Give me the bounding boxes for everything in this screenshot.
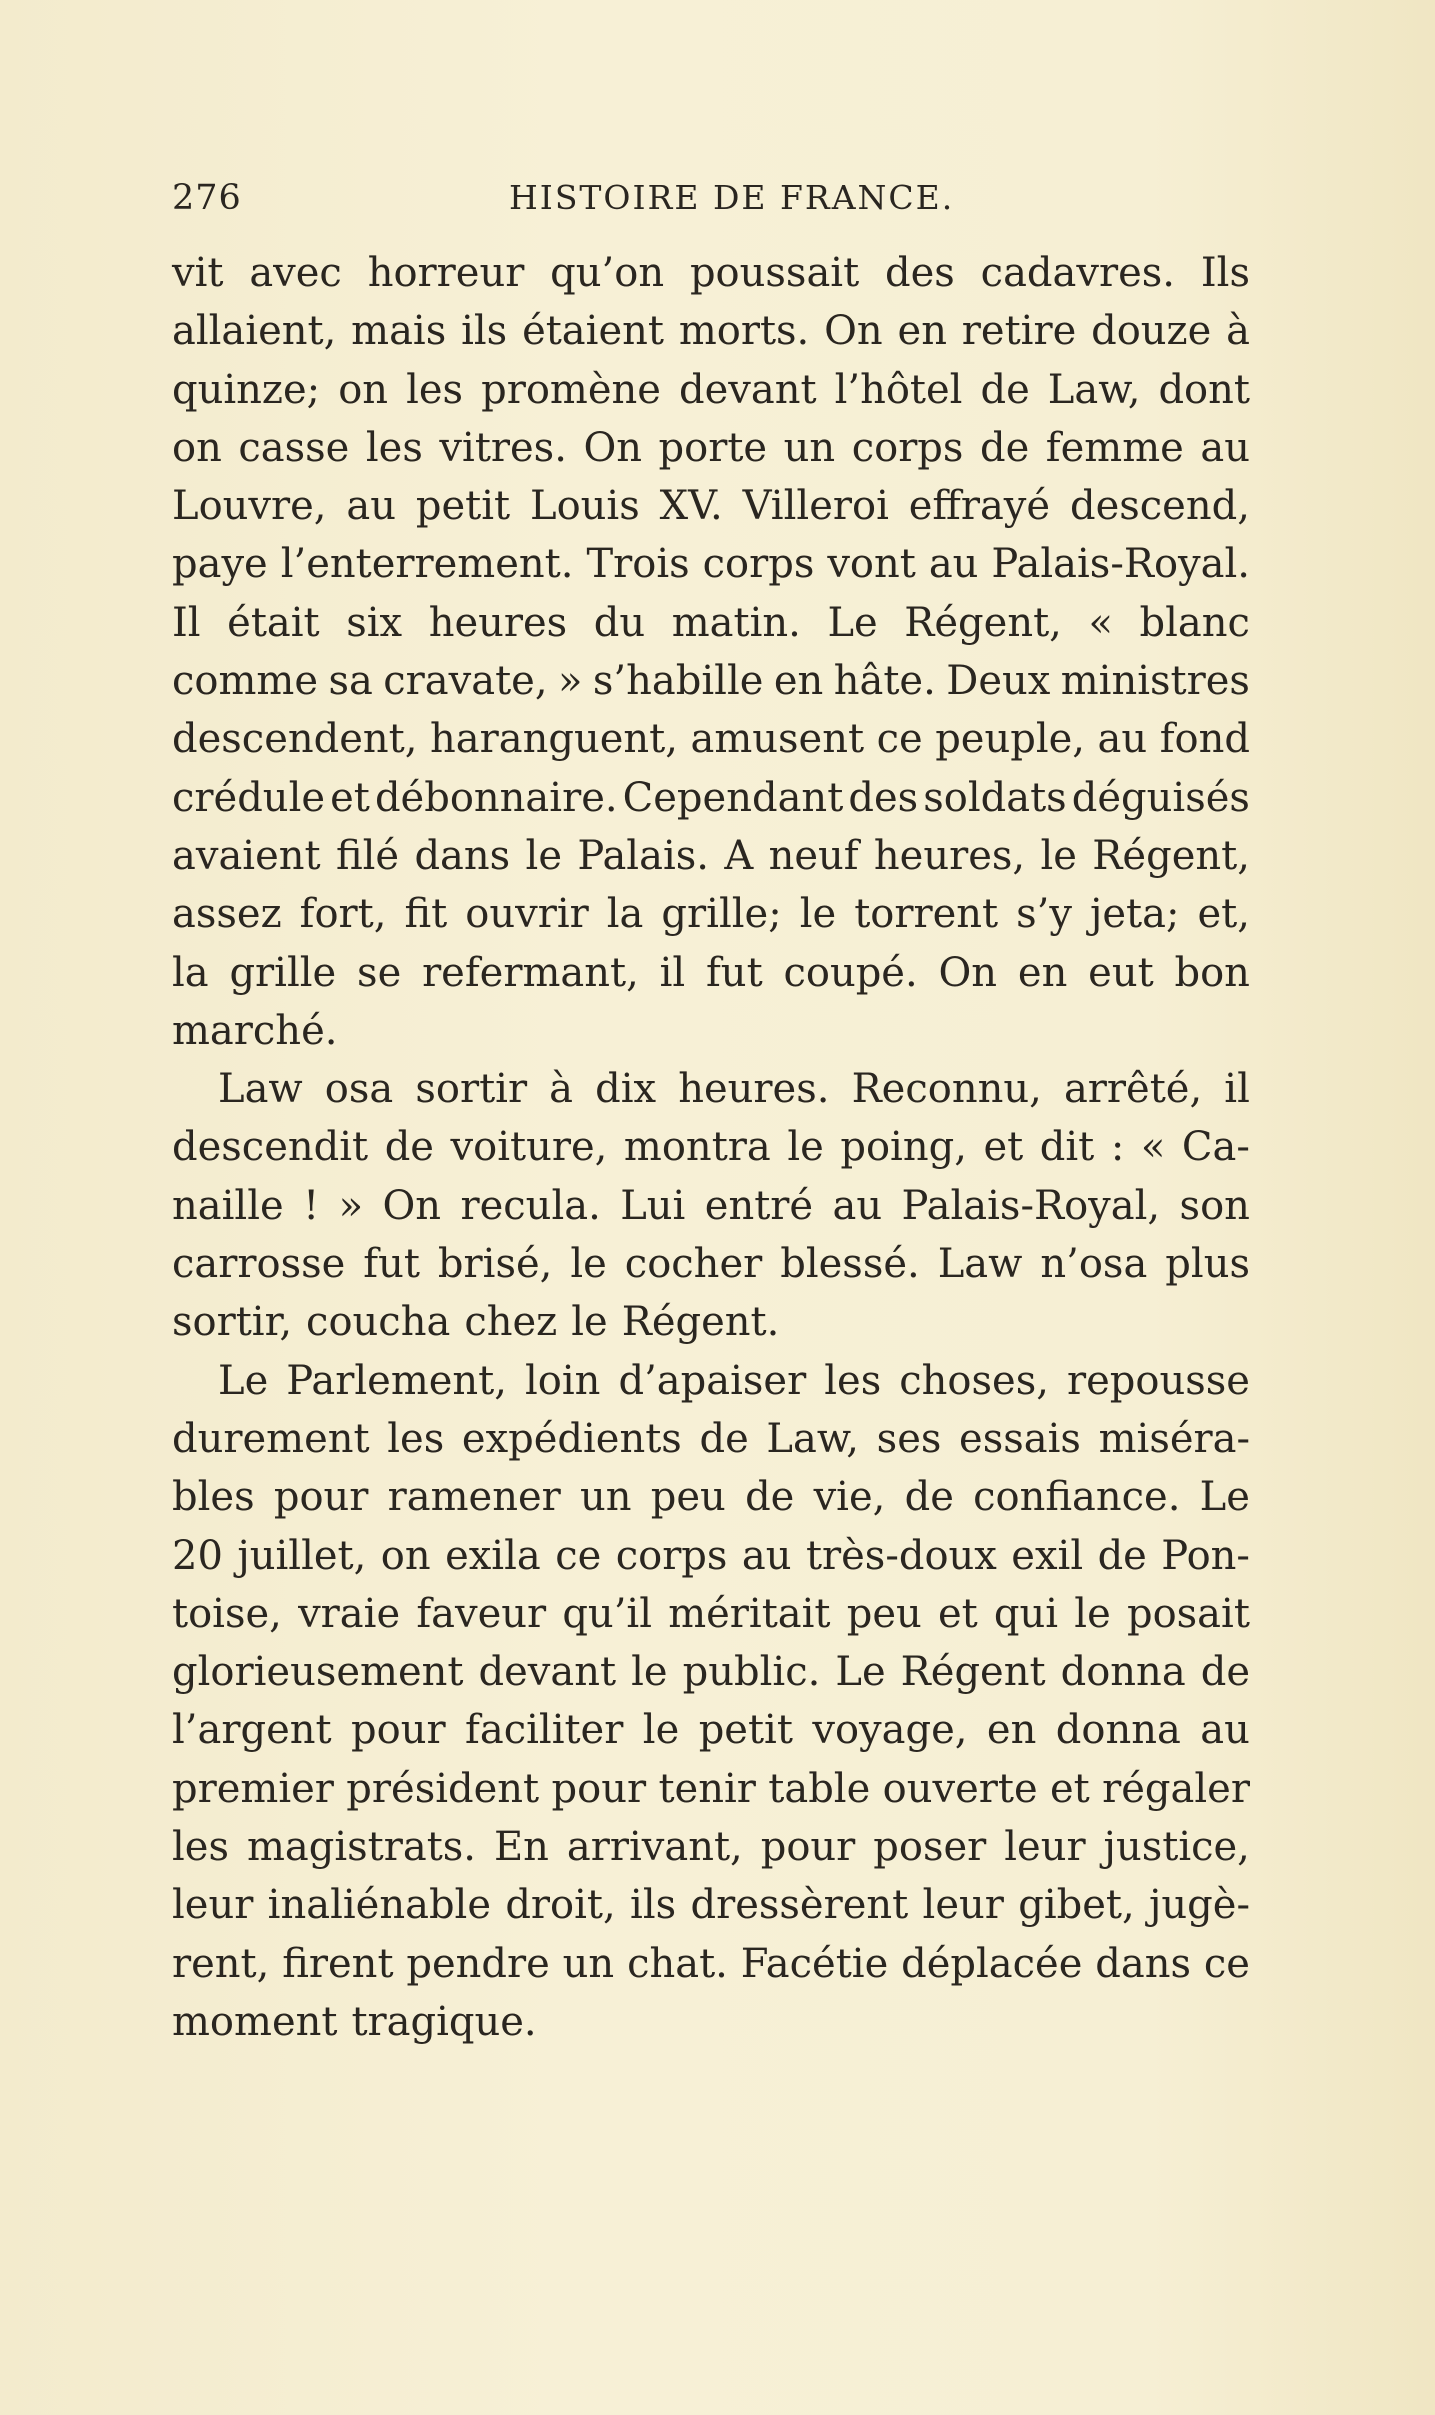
word: le	[799, 891, 837, 938]
word: très-doux	[805, 1532, 997, 1579]
word: du	[593, 599, 646, 646]
word: torrent	[854, 891, 999, 938]
word: il	[1224, 1066, 1250, 1113]
word: faveur	[416, 1590, 547, 1637]
word: Cependant	[622, 774, 844, 821]
word: descendit	[172, 1124, 369, 1171]
word: de	[1097, 1532, 1147, 1579]
word: Palais.	[577, 832, 709, 879]
word: Le	[218, 1357, 269, 1404]
word: dix	[595, 1066, 657, 1113]
word: filé	[335, 832, 400, 879]
word: heures,	[873, 832, 1026, 879]
word: le	[525, 832, 562, 879]
word: des	[885, 250, 955, 296]
word: Palais-Royal.	[991, 541, 1250, 588]
word: coupé.	[783, 949, 918, 996]
text-line	[172, 652, 1250, 710]
word: de	[980, 366, 1030, 413]
word: méritait	[668, 1590, 831, 1637]
word: osa	[324, 1066, 394, 1113]
word: jeta;	[1089, 891, 1180, 938]
word: dans	[414, 832, 511, 879]
word: Le	[835, 1649, 886, 1696]
word: ce	[1203, 1940, 1250, 1987]
word: pour	[351, 1707, 446, 1754]
word: choses,	[899, 1357, 1049, 1404]
text-line	[172, 1410, 1250, 1468]
word: ils	[630, 1882, 677, 1929]
word: de	[904, 1474, 954, 1521]
word: toise,	[172, 1590, 282, 1637]
word: Il	[172, 599, 201, 646]
word: porte	[658, 424, 768, 471]
word: !	[303, 1182, 320, 1229]
word: et	[983, 1124, 1024, 1171]
word: à	[1226, 308, 1250, 355]
word: voiture,	[450, 1124, 608, 1171]
word: s’y	[1016, 891, 1072, 938]
word: la	[172, 949, 209, 996]
word: corps	[702, 541, 815, 588]
text-line	[172, 477, 1250, 535]
word: firent	[282, 1940, 394, 1987]
word: On	[583, 424, 643, 471]
word: Parlement,	[286, 1357, 507, 1404]
word: en	[1017, 949, 1068, 996]
word: les	[172, 1824, 229, 1871]
word: refermant,	[422, 949, 639, 996]
word: Facétie	[740, 1940, 889, 1987]
word: le	[631, 1649, 668, 1696]
word: droit,	[505, 1882, 616, 1929]
word: régaler	[1102, 1765, 1250, 1812]
word: repousse	[1066, 1357, 1250, 1404]
word: devant	[678, 366, 817, 413]
word: hâte.	[833, 658, 936, 705]
word: Law,	[766, 1415, 860, 1462]
word: pendre	[406, 1940, 550, 1987]
word: Law	[218, 1066, 303, 1113]
word: justice,	[1103, 1824, 1250, 1871]
text-line	[172, 1643, 1250, 1701]
word: En	[493, 1824, 549, 1871]
word: le	[642, 1707, 680, 1754]
word: neuf	[768, 832, 859, 879]
word: peu	[650, 1474, 726, 1521]
word: petit	[698, 1707, 793, 1754]
text-line	[172, 1935, 1250, 1993]
word: Lui	[620, 1182, 686, 1229]
word: premier	[172, 1765, 334, 1812]
word: «	[1088, 599, 1113, 646]
word: douze	[1091, 308, 1212, 355]
word: Ils	[1200, 250, 1250, 296]
word: haranguent,	[430, 716, 678, 763]
word: s’habille	[592, 658, 764, 705]
word: gibet,	[1018, 1882, 1135, 1929]
word: se	[357, 949, 402, 996]
word: pour	[760, 1824, 856, 1871]
word: pour	[273, 1474, 369, 1521]
word: vraie	[298, 1590, 401, 1637]
word: Palais-Royal,	[901, 1182, 1161, 1229]
word: de	[699, 1415, 749, 1462]
word: le	[1040, 832, 1077, 879]
word: durement	[172, 1415, 370, 1462]
word: carrosse	[172, 1241, 346, 1288]
word: public.	[682, 1649, 821, 1696]
word: dressèrent	[690, 1882, 909, 1929]
word: ramener	[387, 1474, 561, 1521]
word: eut	[1088, 949, 1154, 996]
page-header	[172, 178, 1250, 234]
word: à	[549, 1066, 574, 1113]
word: marché.	[172, 1007, 338, 1054]
word: au	[741, 1532, 792, 1579]
word: arrêté,	[1063, 1066, 1203, 1113]
word: inaliénable	[267, 1882, 492, 1929]
word: fit	[404, 891, 448, 938]
word: au	[832, 1182, 883, 1229]
word: »	[557, 658, 583, 705]
word: débonnaire.	[374, 774, 618, 821]
word: faciliter	[465, 1707, 624, 1754]
word: dans	[1095, 1940, 1191, 1987]
word: l’enterrement.	[280, 541, 574, 588]
word: expédients	[461, 1415, 682, 1462]
word: était	[227, 599, 320, 646]
word: n’osa	[1040, 1241, 1148, 1288]
word: allaient,	[172, 308, 337, 355]
word: et	[1050, 1765, 1090, 1812]
word: Trois	[586, 541, 690, 588]
word: Law,	[1047, 366, 1141, 413]
word: leur	[1004, 1824, 1086, 1871]
word: et	[330, 774, 370, 821]
word: promène	[481, 366, 661, 413]
word: fut	[363, 1241, 420, 1288]
word: les	[387, 1415, 445, 1462]
word: chez	[464, 1299, 558, 1346]
word: leur	[922, 1882, 1004, 1929]
word: morts.	[678, 308, 810, 355]
word: 20	[172, 1532, 223, 1579]
word: Reconnu,	[851, 1066, 1042, 1113]
word: poing,	[840, 1124, 967, 1171]
word: comme	[172, 658, 319, 705]
word: retire	[961, 308, 1077, 355]
word: corps	[851, 424, 964, 471]
word: bles	[172, 1474, 255, 1521]
word: On	[382, 1182, 442, 1229]
word: Villeroi	[742, 483, 889, 530]
word: Le	[827, 599, 878, 646]
word: glorieusement	[172, 1649, 464, 1696]
text-line	[172, 1993, 1250, 2051]
word: tenir	[658, 1765, 756, 1812]
word: ce	[876, 716, 923, 763]
text-line	[172, 1701, 1250, 1759]
text-line	[172, 535, 1250, 593]
word: les	[406, 366, 464, 413]
word: devant	[478, 1649, 617, 1696]
word: cocher	[624, 1241, 763, 1288]
text-line	[172, 244, 1250, 302]
word: d’apaiser	[618, 1357, 807, 1404]
word: Louvre,	[172, 483, 327, 530]
word: l’argent	[172, 1707, 332, 1754]
word: chat.	[627, 1940, 728, 1987]
word: magistrats.	[246, 1824, 477, 1871]
word: brisé,	[437, 1241, 553, 1288]
word: donna	[1055, 1707, 1181, 1754]
word: montra	[623, 1124, 771, 1171]
word: Le	[1199, 1474, 1250, 1521]
word: Régent,	[904, 599, 1062, 646]
word: tragique.	[351, 1998, 537, 2045]
word: confiance.	[973, 1474, 1181, 1521]
word: ministres	[1060, 658, 1250, 705]
word: «	[1140, 1124, 1166, 1171]
word: de	[745, 1474, 795, 1521]
text-line	[172, 1760, 1250, 1818]
text-line	[172, 1527, 1250, 1585]
text-line	[172, 1818, 1250, 1876]
word: exil	[1011, 1532, 1084, 1579]
word: On	[938, 949, 998, 996]
word: blanc	[1139, 599, 1250, 646]
word: le	[571, 1299, 608, 1346]
word: plus	[1165, 1241, 1250, 1288]
word: crédule	[172, 774, 326, 821]
word: entré	[704, 1182, 814, 1229]
word: président	[346, 1765, 540, 1812]
word: en	[773, 658, 824, 705]
word: table	[768, 1765, 871, 1812]
word: dit	[1039, 1124, 1095, 1171]
word: soldats	[923, 774, 1067, 821]
word: on	[172, 424, 222, 471]
text-line	[172, 361, 1250, 419]
word: Deux	[946, 658, 1051, 705]
word: Régent	[900, 1649, 1046, 1696]
word: ses	[876, 1415, 942, 1462]
word: qu’il	[562, 1590, 652, 1637]
word: horreur	[367, 250, 525, 296]
word: vit	[172, 250, 224, 296]
text-line	[172, 1585, 1250, 1643]
text-line	[172, 885, 1250, 943]
word: sortir	[415, 1066, 528, 1113]
word: posait	[1126, 1590, 1250, 1637]
word: pour	[551, 1765, 647, 1812]
word: déguisés	[1071, 774, 1250, 821]
word: ils	[461, 308, 508, 355]
word: fort,	[299, 891, 387, 938]
word: on	[380, 1532, 431, 1579]
text-line	[172, 1468, 1250, 1526]
word: femme	[1045, 424, 1184, 471]
word: heures.	[678, 1066, 830, 1113]
word: moment	[172, 1998, 338, 2045]
word: mais	[351, 308, 447, 355]
word: juillet,	[237, 1532, 367, 1579]
word: l’hôtel	[834, 366, 963, 413]
word: et,	[1197, 891, 1250, 938]
word: un	[562, 1940, 615, 1987]
word: cravate,	[383, 658, 548, 705]
word: casse	[238, 424, 350, 471]
word: coucha	[306, 1299, 451, 1346]
word: au	[1200, 1707, 1250, 1754]
word: au	[928, 541, 979, 588]
word: vie,	[813, 1474, 886, 1521]
word: Pon-	[1161, 1532, 1250, 1579]
word: essais	[959, 1415, 1081, 1462]
text-line	[172, 1293, 1250, 1351]
word: blessé.	[780, 1241, 920, 1288]
text-line	[172, 1352, 1250, 1410]
word: avaient	[172, 832, 321, 879]
word: Law	[937, 1241, 1023, 1288]
word: étaient	[522, 308, 664, 355]
word: les	[824, 1357, 882, 1404]
text-line	[172, 1235, 1250, 1293]
word: de	[1200, 1649, 1250, 1696]
word: jugè-	[1149, 1882, 1250, 1929]
word: ouvrir	[465, 891, 589, 938]
word: qui	[993, 1590, 1059, 1637]
word: corps	[615, 1532, 728, 1579]
word: dont	[1158, 366, 1250, 413]
word: Louis	[530, 483, 640, 530]
word: un	[580, 1474, 632, 1521]
text-line	[172, 594, 1250, 652]
word: le	[570, 1241, 607, 1288]
word: Régent,	[1092, 832, 1250, 879]
word: déplacée	[901, 1940, 1083, 1987]
word: On	[824, 308, 883, 355]
word: petit	[415, 483, 511, 530]
word: le	[787, 1124, 824, 1171]
word: avec	[249, 250, 342, 296]
word: en	[897, 308, 947, 355]
word: et	[937, 1590, 978, 1637]
word: »	[338, 1182, 364, 1229]
word: rent,	[172, 1940, 270, 1987]
word: ce	[555, 1532, 602, 1579]
word: matin.	[671, 599, 801, 646]
word: amusent	[690, 716, 865, 763]
word: fond	[1159, 716, 1250, 763]
word: descend,	[1069, 483, 1250, 530]
word: paye	[172, 541, 268, 588]
word: six	[346, 599, 403, 646]
word: qu’on	[550, 250, 665, 296]
word: en	[986, 1707, 1037, 1754]
word: voyage,	[812, 1707, 968, 1754]
word: grille	[229, 949, 337, 996]
word: son	[1179, 1182, 1250, 1229]
word: de	[979, 424, 1030, 471]
word: un	[783, 424, 836, 471]
word: quinze;	[172, 366, 321, 413]
word: la	[606, 891, 644, 938]
word: Régent.	[621, 1299, 780, 1346]
text-line	[172, 1876, 1250, 1934]
word: sortir,	[172, 1299, 293, 1346]
word: Ca-	[1181, 1124, 1250, 1171]
word: naille	[172, 1182, 284, 1229]
word: ouverte	[882, 1765, 1038, 1812]
word: au	[1200, 424, 1250, 471]
word: de	[384, 1124, 434, 1171]
word: donna	[1060, 1649, 1186, 1696]
text-line	[172, 710, 1250, 768]
word: loin	[525, 1357, 601, 1404]
word: recula.	[460, 1182, 601, 1229]
text-line	[172, 1177, 1250, 1235]
word: au	[1097, 716, 1148, 763]
word: miséra-	[1098, 1415, 1250, 1462]
word: descendent,	[172, 716, 418, 763]
word: leur	[172, 1882, 254, 1929]
text-line	[172, 944, 1250, 1002]
text-line	[172, 827, 1250, 885]
text-line	[172, 419, 1250, 477]
word: arrivant,	[566, 1824, 743, 1871]
body-text	[172, 244, 1250, 2051]
word: des	[848, 774, 919, 821]
word: bon	[1174, 949, 1250, 996]
word: vont	[827, 541, 916, 588]
word: peuple,	[935, 716, 1086, 763]
word: A	[724, 832, 754, 879]
text-line	[172, 302, 1250, 360]
word: exila	[445, 1532, 541, 1579]
word: :	[1110, 1124, 1125, 1171]
word: XV.	[659, 483, 723, 530]
word: heures	[428, 599, 568, 646]
word: au	[346, 483, 397, 530]
word: cadavres.	[980, 250, 1176, 296]
text-line	[172, 1002, 1250, 1060]
word: les	[365, 424, 423, 471]
word: on	[338, 366, 389, 413]
word: sa	[328, 658, 373, 705]
word: effrayé	[908, 483, 1051, 530]
word: poser	[873, 1824, 987, 1871]
word: le	[1074, 1590, 1111, 1637]
word: grille;	[661, 891, 782, 938]
running-title: HISTOIRE DE FRANCE.	[509, 178, 955, 217]
word: vitres.	[439, 424, 567, 471]
text-line	[172, 1060, 1250, 1118]
word: fut	[706, 949, 763, 996]
word: assez	[172, 891, 282, 938]
word: il	[659, 949, 686, 996]
text-line	[172, 1118, 1250, 1176]
text-line	[172, 769, 1250, 827]
word: peu	[846, 1590, 922, 1637]
page-number: 276	[172, 178, 242, 218]
word: poussait	[689, 250, 860, 296]
